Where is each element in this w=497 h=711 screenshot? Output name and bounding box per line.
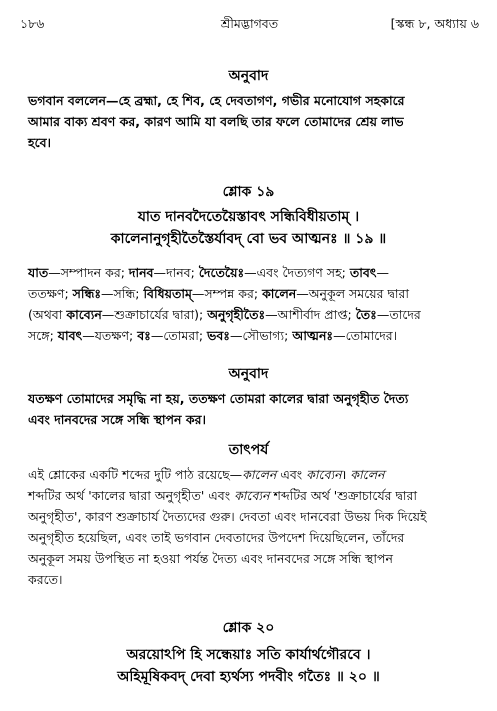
text-run: শব্দটির অর্থ 'কালের দ্বারা অনুগৃহীত' এবং [28,488,235,503]
text-line: যতক্ষণ তোমাদের সমৃদ্ধি না হয়, ততক্ষণ তোমরা কালের দ্বারা অনুগৃহীত দৈত্য [28,391,409,406]
term-meaning: —আশীর্বাদ প্রাপ্ত; [265,307,356,322]
text-line: অনুগৃহীত', কারণ শুক্রাচার্য দৈত্যদের গুরু। দেবতা এবং দানবেরা উভয় দিক দিয়েই [28,509,427,524]
text-line: করতে। [28,572,63,587]
term-meaning: —তোমরা; [150,328,208,343]
translation-heading: অনুবাদ [228,68,269,84]
sanskrit-term: দানব [128,265,154,280]
verse-number-heading: শ্লোক ১৯ [222,184,275,200]
translation-heading: অনুবাদ [228,366,269,382]
sanskrit-term: বিধিয়তাম্ [143,286,192,301]
term-meaning: —দানব; [153,265,199,280]
term-meaning: —সম্পন্ন কর; [191,286,263,301]
running-title: শ্রীমদ্ভাগবত [220,16,279,31]
italic-term: কাব্যেন [234,488,270,503]
sanskrit-term: ভবঃ [207,328,230,343]
synonym-line [28,304,474,325]
term-meaning: —তাদের [376,307,421,322]
verse-line: কালেনানুগৃহীতৈস্তৈর্যাবদ্ বো ভব আত্মনঃ ॥ ১৯ ॥ [110,231,387,247]
term-meaning: — [376,265,389,280]
sanskrit-term: তাবৎ [349,265,377,280]
verse-line: যাত দানবদৈতেয়ৈস্তাবৎ সন্ধিবিধীয়তাম্ । [137,209,360,225]
sanskrit-verse [0,644,497,688]
page-number: ১৮৬ [20,16,45,31]
term-meaning: —সম্পাদন কর; [48,265,129,280]
text-line: অনুগৃহীত হয়েছিল, এবং তাই ভগবান দেবতাদের উপদেশ দিয়েছিলেন, তাঁদের [28,530,405,545]
running-header [20,14,479,34]
text-run: এই শ্লোকের একটি শব্দের দুটি পাঠ রয়েছে— [28,467,243,482]
term-meaning: (অথবা [28,307,67,322]
synonym-line [28,325,474,346]
term-meaning: —শুক্রাচার্যের দ্বারা); [101,307,208,322]
term-meaning: —সৌভাগ্য; [229,328,293,343]
purport-paragraph [28,464,474,590]
text-line [28,485,474,506]
term-meaning: সঙ্গে; [28,328,58,343]
text-line: আমার বাক্য শ্রবণ কর, কারণ আমি যা বলছি তার ফলে তোমাদের শ্রেয় লাভ [28,114,404,129]
sanskrit-term: দৈতেয়ৈঃ [198,265,245,280]
sanskrit-term: যাত [28,265,49,280]
sanskrit-term: অনুগৃহীতৈঃ [207,307,266,322]
text-line: অনুকূল সময় উপস্থিত না হওয়া পর্যন্ত দৈত্য এবং দানবদের সঙ্গে সন্ধি স্থাপন [28,551,393,566]
term-meaning: —তোমাদের। [333,328,398,343]
italic-term: কালেন [242,467,277,482]
purport-heading: তাৎপর্য [228,442,269,458]
italic-term: কালেন [350,467,385,482]
sanskrit-term: কালেন [262,286,297,301]
synonym-line [28,283,474,304]
sanskrit-term: তৈঃ [355,307,377,322]
sanskrit-verse [0,206,497,250]
sanskrit-term: আত্মনঃ [292,328,334,343]
translation-paragraph [28,90,474,153]
text-run: এবং [276,467,307,482]
text-run: । [341,467,351,482]
sanskrit-term: সন্ধিঃ [72,286,102,301]
term-meaning: ততক্ষণ; [28,286,73,301]
sanskrit-term: কাব্যেন [66,307,102,322]
text-run: শব্দটির অর্থ 'শুক্রাচার্যের দ্বারা [269,488,418,503]
term-meaning: —যতক্ষণ; [82,328,138,343]
synonym-line [28,262,474,283]
term-meaning: —অনুকূল সময়ের দ্বারা [296,286,410,301]
translation-paragraph [28,388,474,430]
verse-line: অরয়োঽপি হি সন্ধেয়াঃ সতি কার্যার্থগৌরবে । [126,647,371,663]
term-meaning: —সন্ধি; [101,286,144,301]
term-meaning: —এবং দৈত্যগণ সহ; [244,265,350,280]
text-line: এবং দানবদের সঙ্গে সন্ধি স্থাপন কর। [28,412,206,427]
canto-chapter: [স্কন্ধ ৮, অধ্যায় ৬ [390,16,479,31]
text-line: হবে। [28,135,52,150]
text-line: ভগবান বললেন—হে ব্রহ্মা, হে শিব, হে দেবতাগণ, গভীর মনোযোগ সহকারে [28,93,405,108]
italic-term: কাব্যেন [306,467,342,482]
sanskrit-term: বঃ [137,328,151,343]
synonyms-block [28,262,474,346]
verse-number-heading: শ্লোক ২০ [222,620,275,636]
text-line [28,464,474,485]
sanskrit-term: যাবৎ [57,328,83,343]
verse-line: অহিমূষিকবদ্ দেবা হ্যর্থস্য পদবীং গতৈঃ ॥ ২০ ॥ [117,669,380,685]
